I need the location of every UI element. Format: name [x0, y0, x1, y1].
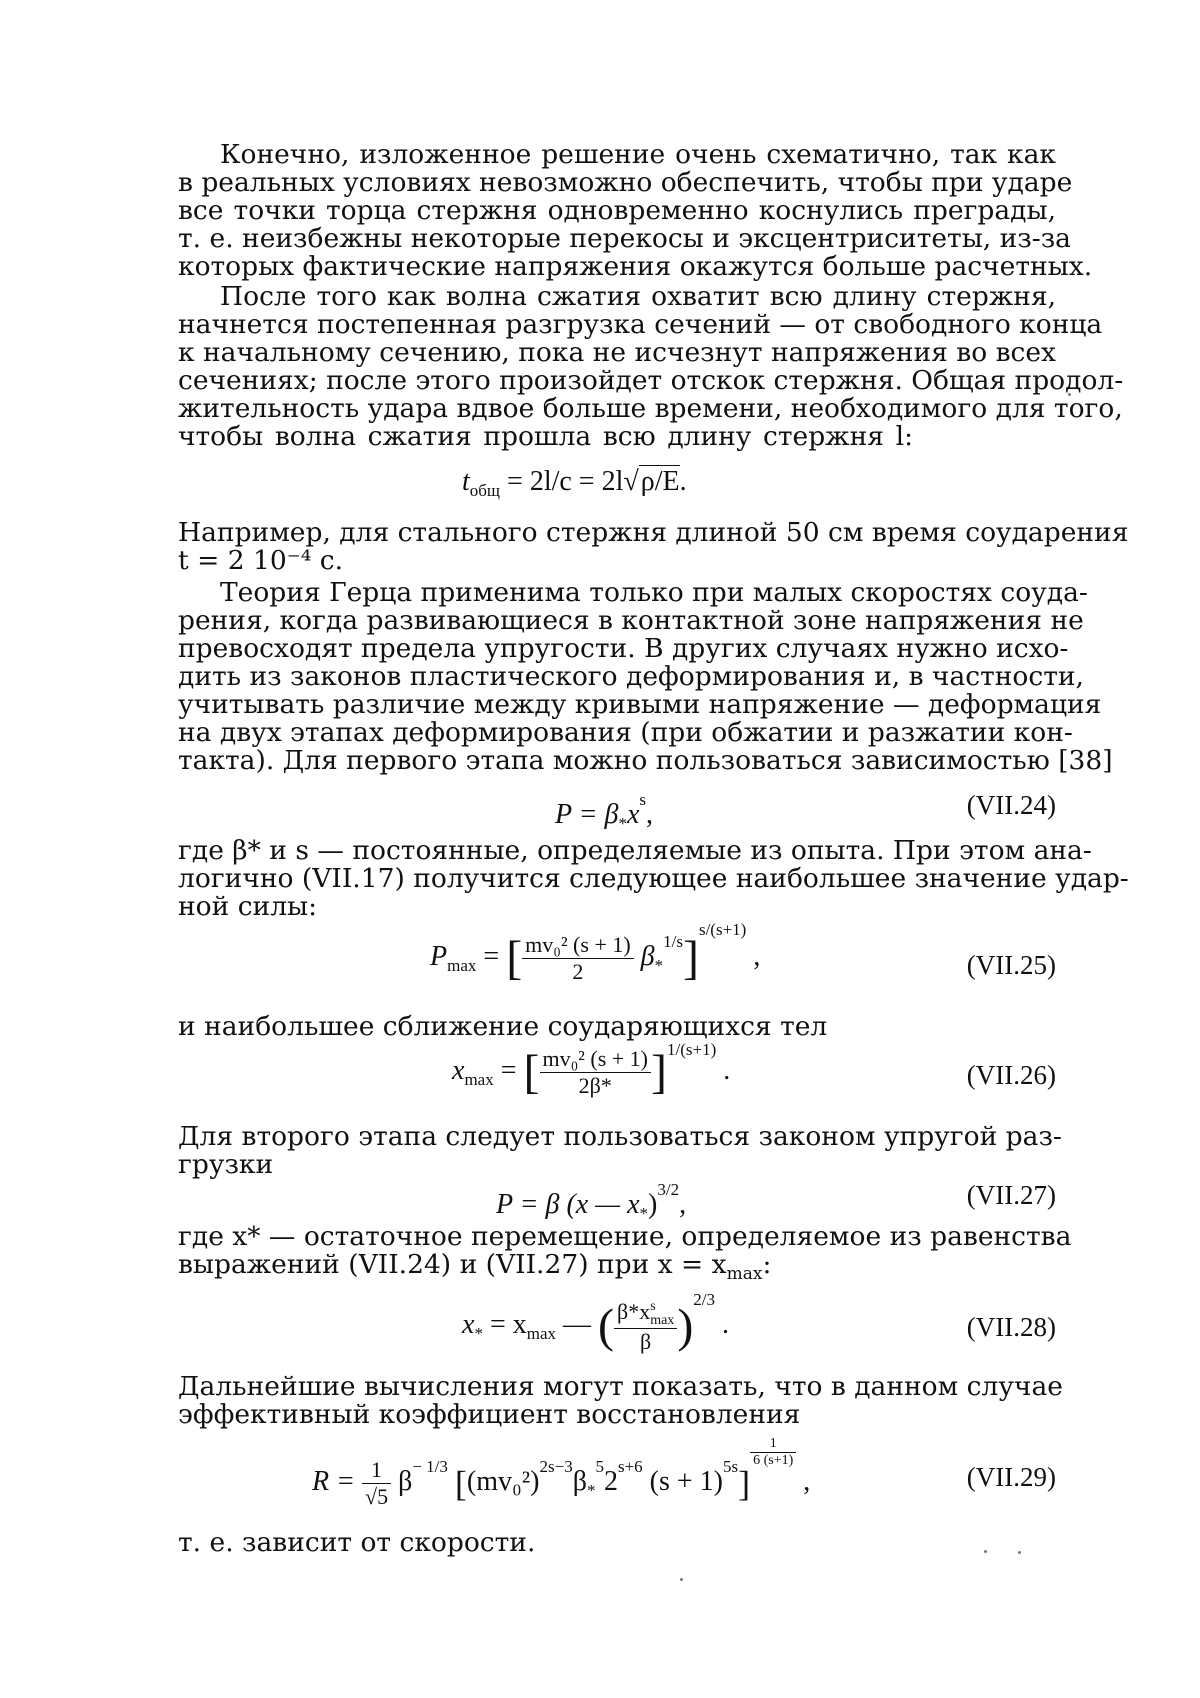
formula-t-end: .	[680, 466, 687, 497]
eq27-close: )	[648, 1189, 657, 1220]
formula-t-mid: = 2l/c = 2l	[500, 466, 623, 497]
equation-number: (VII.25)	[967, 950, 1056, 981]
eq25-lhs: P	[430, 941, 447, 972]
text-line	[178, 1250, 1056, 1289]
text-line: которых фактические напряжения окажутся больше расчетных.	[178, 252, 1056, 282]
equation-vii-24	[555, 790, 653, 834]
eq29-beta: β	[398, 1466, 412, 1497]
scan-speck	[1068, 393, 1071, 396]
text-line: дить из законов пластического деформирования и, в частности,	[178, 662, 1056, 692]
eq28-lhs-sub: *	[474, 1324, 483, 1343]
scan-speck	[680, 1578, 683, 1581]
eq29-outer-exp	[750, 1436, 796, 1469]
eq27-end: ,	[679, 1189, 686, 1220]
eq29-two-sup: s+6	[618, 1457, 643, 1476]
eq27-text: P = β (x — x	[496, 1189, 640, 1220]
bracket-right-icon: ]	[738, 1464, 750, 1504]
text-line: учитывать различие между кривыми напряжение — деформация	[178, 690, 1056, 720]
text-line: t = 2 10⁻⁴ с.	[178, 546, 1056, 576]
text-line: После того как волна сжатия охватит всю длину стержня,	[220, 282, 1056, 312]
equation-number: (VII.28)	[967, 1312, 1056, 1343]
equation-number: (VII.24)	[967, 790, 1056, 821]
text-line: Например, для стального стержня длиной 50 см время соударения	[178, 518, 1056, 548]
eq25-end: ,	[753, 941, 760, 972]
eq28-minus: —	[556, 1309, 598, 1340]
equation-number: (VII.27)	[967, 1180, 1056, 1211]
eq27-sub: *	[640, 1204, 649, 1223]
text-line: рения, когда развивающиеся в контактной зоне напряжения не	[178, 606, 1056, 636]
eq28-outer-sup: 2/3	[693, 1290, 715, 1309]
eq29-num: 1	[362, 1457, 391, 1484]
text-line: превосходят предела упругости. В других случаях нужно исхо-	[178, 634, 1056, 664]
eq28-mid: = x	[483, 1309, 527, 1340]
text-line: Для второго этапа следует пользоваться законом упругой раз-	[178, 1122, 1056, 1152]
eq28-mid-sub: max	[527, 1324, 556, 1343]
eq29-fraction	[362, 1457, 391, 1510]
text-line: жительность удара вдвое больше времени, необходимого для того,	[178, 394, 1056, 424]
text-line: ной силы:	[178, 892, 1056, 922]
scan-speck	[1018, 1551, 1021, 1554]
equation-vii-28	[462, 1290, 729, 1355]
text-line: сечениях; после этого произойдет отскок стержня. Общая продол-	[178, 366, 1056, 396]
text-line: на двух этапах деформирования (при обжатии и разжатии кон-	[178, 718, 1056, 748]
text-line: чтобы волна сжатия прошла всю длину стержня l:	[178, 422, 913, 452]
bracket-right-icon: ]	[683, 932, 699, 985]
equation-vii-29	[312, 1436, 810, 1510]
text-line: и наибольшее сближение соударяющихся тел	[178, 1012, 1056, 1042]
eq28-scripts	[650, 1300, 674, 1328]
eq26-num: mv₀² (s + 1)	[540, 1046, 652, 1073]
eq24-lhs: P = β	[555, 799, 618, 830]
text-line: где x* — остаточное перемещение, определяемое из равенства	[178, 1222, 1056, 1252]
eq25-beta-sub: *	[655, 956, 664, 975]
formula-t: t	[462, 466, 470, 497]
eq29-body: (mv₀²)	[467, 1466, 540, 1497]
eq29-den: √5	[362, 1484, 391, 1510]
after-27-end: :	[762, 1249, 771, 1280]
eq29-lhs: R =	[312, 1466, 362, 1497]
text-line: все точки торца стержня одновременно коснулись преграды,	[178, 196, 1056, 226]
eq24-end: ,	[646, 799, 653, 830]
scan-speck	[984, 1550, 987, 1553]
page	[0, 0, 1200, 1698]
equation-number: (VII.29)	[967, 1462, 1056, 1493]
text-line: начнется постепенная разгрузка сечений — от свободного конца	[178, 310, 1056, 340]
eq26-lhs: x	[452, 1055, 464, 1086]
eq29-beta-sup: − 1/3	[412, 1457, 448, 1476]
eq26-end: .	[723, 1055, 730, 1086]
text-line: такта). Для первого этапа можно пользоваться зависимостью [38]	[178, 746, 1056, 776]
text-line: Дальнейшие вычисления могут показать, что в данном случае	[178, 1372, 1056, 1402]
bracket-right-icon: ]	[651, 1046, 667, 1099]
eq29-b2-sub: *	[587, 1481, 596, 1500]
eq29-outer-den: 6 (s+1)	[750, 1453, 796, 1469]
eq29-end: ,	[803, 1466, 810, 1497]
bracket-left-icon: [	[455, 1464, 467, 1504]
formula-duration: tобщ = 2l/c = 2l√ρ/E.	[462, 466, 687, 501]
bracket-left-icon: [	[524, 1046, 540, 1099]
text-line: к начальному сечению, пока не исчезнут напряжения во всех	[178, 338, 1056, 368]
text-line: где β* и s — постоянные, определяемые из опыта. При этом ана-	[178, 836, 1056, 866]
equation-vii-25	[430, 920, 760, 985]
equation-vii-27	[496, 1180, 686, 1224]
eq28-fraction	[614, 1299, 677, 1355]
text-line: т. е. неизбежны некоторые перекосы и эксцентриситеты, из-за	[178, 224, 1056, 254]
eq29-b2-sup: 5	[595, 1457, 604, 1476]
eq25-lhs-sub: max	[447, 956, 476, 975]
eq29-b2: β	[573, 1466, 587, 1497]
equation-vii-26	[452, 1040, 730, 1099]
eq28-num-text: β*x	[617, 1299, 650, 1324]
eq28-end: .	[722, 1309, 729, 1340]
eq25-fraction	[522, 932, 634, 985]
eq29-two: 2	[604, 1466, 618, 1497]
eq24-x: x	[627, 799, 639, 830]
text-line: эффективный коэффициент восстановления	[178, 1400, 1056, 1430]
text-line: грузки	[178, 1150, 1056, 1180]
eq25-outer-sup: s/(s+1)	[699, 920, 746, 939]
eq26-den: 2β*	[540, 1073, 652, 1099]
eq26-fraction	[540, 1046, 652, 1099]
eq24-sub: *	[618, 814, 627, 833]
eq25-beta: β	[641, 941, 655, 972]
eq29-body-sup: 2s−3	[539, 1457, 572, 1476]
eq28-den: β	[614, 1329, 677, 1355]
eq28-num	[614, 1299, 677, 1329]
eq29-outer-num: 1	[750, 1436, 796, 1453]
paren-right-icon: )	[677, 1300, 693, 1353]
eq28-num-sub: max	[650, 1314, 674, 1328]
text-line: логично (VII.17) получится следующее наибольшее значение удар-	[178, 864, 1056, 894]
eq25-beta-sup: 1/s	[663, 932, 683, 951]
eq28-num-sup: s	[650, 1300, 674, 1314]
eq26-outer-sup: 1/(s+1)	[667, 1040, 716, 1059]
eq25-den: 2	[522, 959, 634, 985]
text-line: Конечно, изложенное решение очень схематично, так как	[220, 140, 1056, 170]
eq25-eq: =	[476, 941, 506, 972]
after-27-line-2: выражений (VII.24) и (VII.27) при x = x	[178, 1249, 727, 1280]
eq27-sup: 3/2	[657, 1180, 679, 1199]
eq25-num: mv₀² (s + 1)	[522, 932, 634, 959]
text-line: в реальных условиях невозможно обеспечить, чтобы при ударе	[178, 168, 1056, 198]
eq28-lhs: x	[462, 1309, 474, 1340]
eq24-sup: s	[639, 790, 646, 809]
eq29-tail: (s + 1)	[650, 1466, 723, 1497]
text-line: т. е. зависит от скорости.	[178, 1528, 1056, 1558]
text-line: Теория Герца применима только при малых скоростях соуда-	[220, 578, 1056, 608]
formula-t-root: ρ/E	[639, 465, 680, 497]
after-27-sub: max	[727, 1264, 763, 1284]
eq26-eq: =	[494, 1055, 524, 1086]
eq29-tail-sup: 5s	[723, 1457, 738, 1476]
bracket-left-icon: [	[506, 932, 522, 985]
eq26-lhs-sub: max	[464, 1070, 493, 1089]
equation-number: (VII.26)	[967, 1060, 1056, 1091]
paren-left-icon: (	[598, 1300, 614, 1353]
formula-t-sub: общ	[470, 481, 500, 500]
